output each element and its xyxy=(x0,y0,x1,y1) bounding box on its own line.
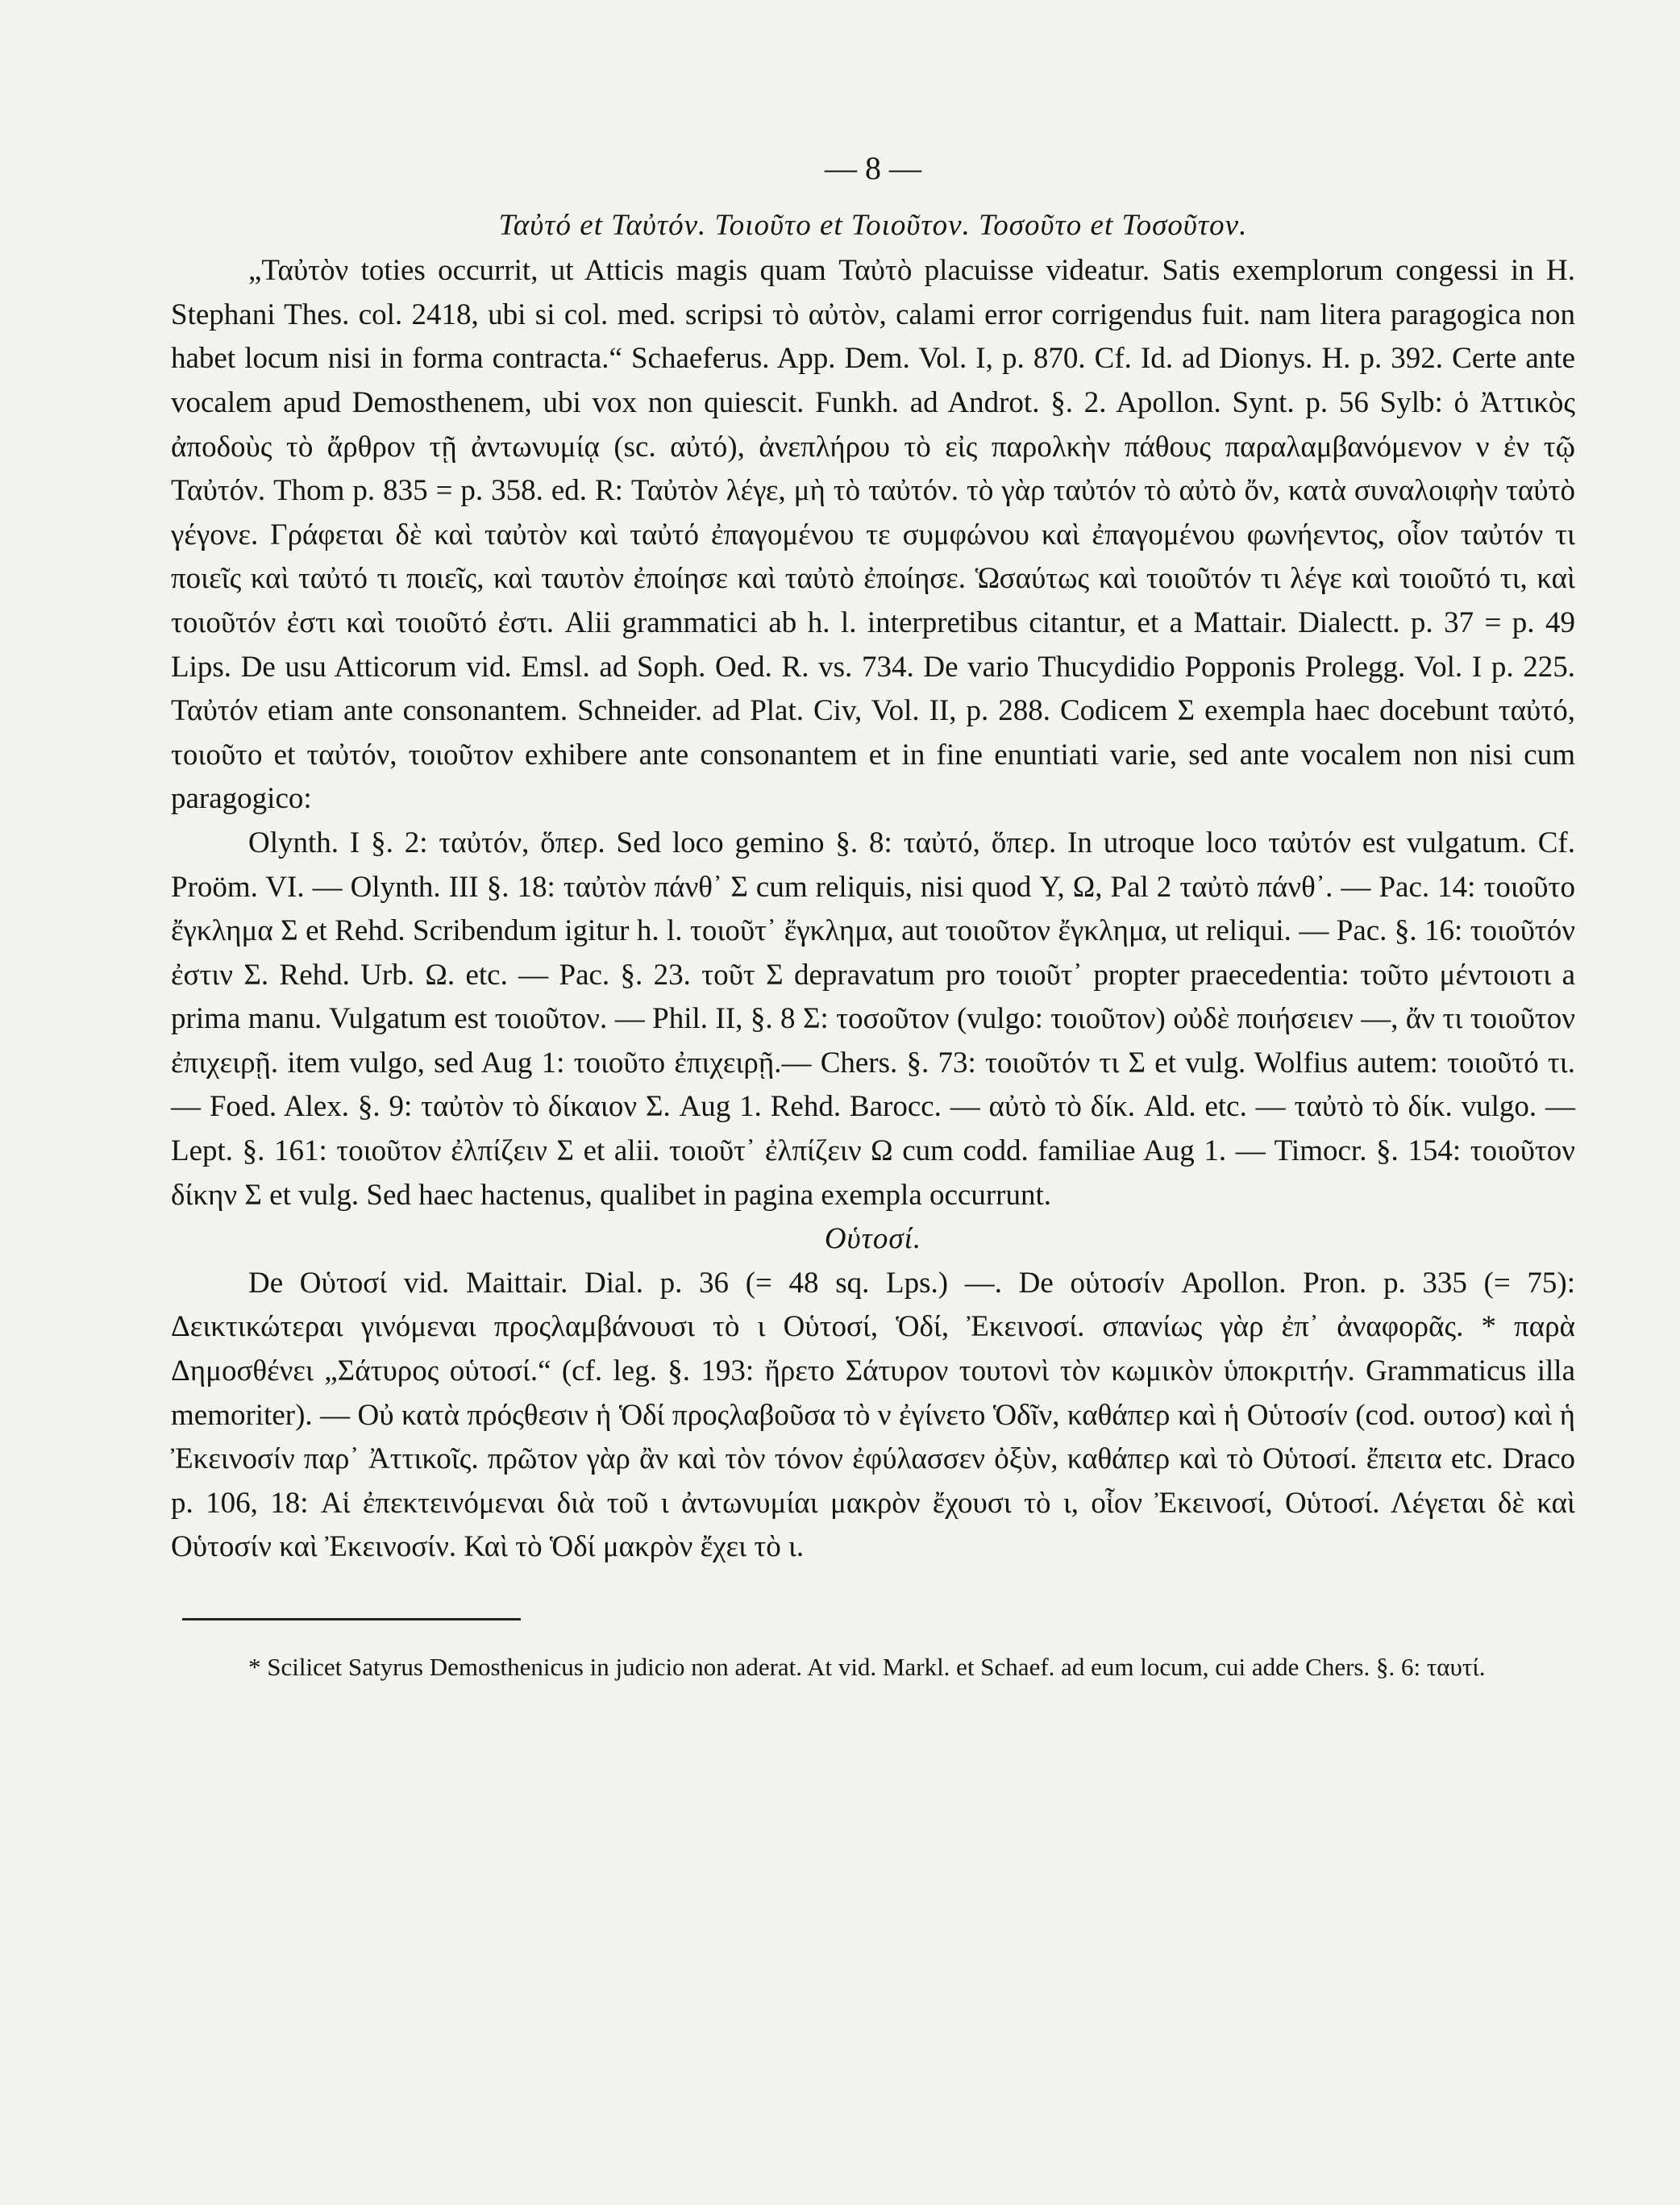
section-heading: Ταὐτό et Ταὐτόν. Τοιοῦτο et Τοιοῦτον. Τοσοῦτο et Τοσοῦτον. xyxy=(498,208,1248,242)
paragraph-examples: Olynth. I §. 2: ταὐτόν, ὅπερ. Sed loco gemino §. 8: ταὐτό, ὅπερ. In utroque loco ταὐτόν est vulgatum. Cf. Proöm. VI. — Olynth. III §. 18: ταὐτὸν πάνθ᾽ Σ cum reliquis, nisi quod Υ, Ω, Pal 2 ταὐτὸ πάνθ᾽. — Pac. 14: τοιοῦτο ἔγκλημα Σ et Rehd. Scribendum igitur h. l. τοιοῦτ᾽ ἔγκλημα, aut τοιοῦτον ἔγκλημα, ut reliqui. — Pac. §. 16: τοιοῦτόν ἐστιν Σ. Rehd. Urb. Ω. etc. — Pac. §. 23. τοῦτ Σ depravatum pro τοιοῦτ᾽ propter praecedentia: τοῦτο μέντοιοτι a prima manu. Vulgatum est τοιοῦτον. — Phil. II, §. 8 Σ: τοσοῦτον (vulgo: τοιοῦτον) οὐδὲ ποιήσειεν —, ἄν τι τοιοῦτον ἐπιχειρῇ. item vulgo, sed Aug 1: τοιοῦτο ἐπιχειρῇ.— Chers. §. 73: τοιοῦτόν τι Σ et vulg. Wolfius autem: τοιοῦτό τι. — Foed. Alex. §. 9: ταὐτὸν τὸ δίκαιον Σ. Aug 1. Rehd. Barocc. — αὐτὸ τὸ δίκ. Ald. etc. — ταὐτὸ τὸ δίκ. vulgo. — Lept. §. 161: τοιοῦτον ἐλπίζειν Σ et alii. τοιοῦτ᾽ ἐλπίζειν Ω cum codd. familiae Aug 1. — Timocr. §. 154: τοιοῦτον δίκην Σ et vulg. Sed haec hactenus, qualibet in pagina exempla occurrunt. xyxy=(171,826,1575,1212)
subsection-heading: Οὑτοσί. xyxy=(824,1222,922,1256)
paragraph-taut: „Ταὐτὸν toties occurrit, ut Atticis magis quam Ταὐτὸ placuisse videatur. Satis exemplorum congessi in H. Stephani Thes. col. 2418, ubi si col. med. scripsi τὸ αὐτὸν, calami error corrigendus fuit. nam litera paragogica non habet locum nisi in forma contracta.“ Schaeferus. App. Dem. Vol. I, p. 870. Cf. Id. ad Dionys. H. p. 392. Certe ante vocalem apud Demosthenem, ubi vox non quiescit. Funkh. ad Androt. §. 2. Apollon. Synt. p. 56 Sylb: ὁ Ἀττικὸς ἀποδοὺς τὸ ἄρθρον τῇ ἀντωνυμίᾳ (sc. αὐτό), ἀνεπλήρου τὸ εἰς παρολκὴν πάθους παραλαμβανόμενον ν ἐν τῷ Ταὐτόν. Thom p. 835 = p. 358. ed. R: Ταὐτὸν λέγε, μὴ τὸ ταὐτόν. τὸ γὰρ ταὐτόν τὸ αὐτὸ ὄν, κατὰ συναλοιφὴν ταὐτὸ γέγονε. Γράφεται δὲ καὶ ταὐτὸν καὶ ταὐτό ἐπαγομένου τε συμφώνου καὶ ἐπαγομένου φωνήεντος, οἷον ταὐτόν τι ποιεῖς καὶ ταὐτό τι ποιεῖς, καὶ ταυτὸν ἐποίησε καὶ ταὐτὸ ἐποίησε. Ὡσαύτως καὶ τοιοῦτόν τι λέγε καὶ τοιοῦτό τι, καὶ τοιοῦτόν ἐστι καὶ τοιοῦτό ἐστι. Alii grammatici ab h. l. interpretibus citantur, et a Mattair. Dialectt. p. 37 = p. 49 Lips. De usu Atticorum vid. Emsl. ad Soph. Oed. R. vs. 734. De vario Thucydidio Popponis Prolegg. Vol. I p. 225. Ταὐτόν etiam ante consonantem. Schneider. ad Plat. Civ, Vol. II, p. 288. Codicem Σ exempla haec docebunt ταὐτό, τοιοῦτο et ταὐτόν, τοιοῦτον exhibere ante consonantem et in fine enuntiati varie, sed ante vocalem non nisi cum paragogico: xyxy=(171,254,1575,816)
footnote: * Scilicet Satyrus Demosthenicus in judicio non aderat. At vid. Markl. et Schaef. ad eum locum, cui adde Chers. §. 6: ταυτί. xyxy=(248,1653,1486,1681)
paragraph-houtosi: De Οὑτοσί vid. Maittair. Dial. p. 36 (= 48 sq. Lps.) —. De οὑτοσίν Apollon. Pron. p. 335 (= 75): Δεικτικώτεραι γινόμεναι προςλαμβάνουσι τὸ ι Οὑτοσί, Ὁδί, Ἐκεινοσί. σπανίως γὰρ ἐπ᾽ ἀναφορᾶς. * παρὰ Δημοσθένει „Σάτυρος οὑτοσί.“ (cf. leg. §. 193: ἤρετο Σάτυρον τουτονὶ τὸν κωμικὸν ὑποκριτήν. Grammaticus illa memoriter). — Οὐ κατὰ πρόςθεσιν ἡ Ὁδί προςλαβοῦσα τὸ ν ἐγίνετο Ὁδῖν, καθάπερ καὶ ἡ Οὑτοσίν (cod. ουτοσ) καὶ ἡ Ἐκεινοσίν παρ᾽ Ἀττικοῖς. πρῶτον γὰρ ἂν καὶ τὸν τόνον ἐφύλασσεν ὀξὺν, καθάπερ καὶ τὸ Οὑτοσί. ἔπειτα etc. Draco p. 106, 18: Αἱ ἐπεκτεινόμεναι διὰ τοῦ ι ἀντωνυμίαι μακρὸν ἔχουσι τὸ ι, οἷον Ἐκεινοσί, Οὑτοσί. Λέγεται δὲ καὶ Οὑτοσίν καὶ Ἐκεινοσίν. Καὶ τὸ Ὁδί μακρὸν ἔχει τὸ ι. xyxy=(171,1266,1576,1564)
page-number: — 8 — xyxy=(825,150,921,186)
page-body xyxy=(171,147,1575,1687)
footnote-rule xyxy=(182,1618,521,1620)
